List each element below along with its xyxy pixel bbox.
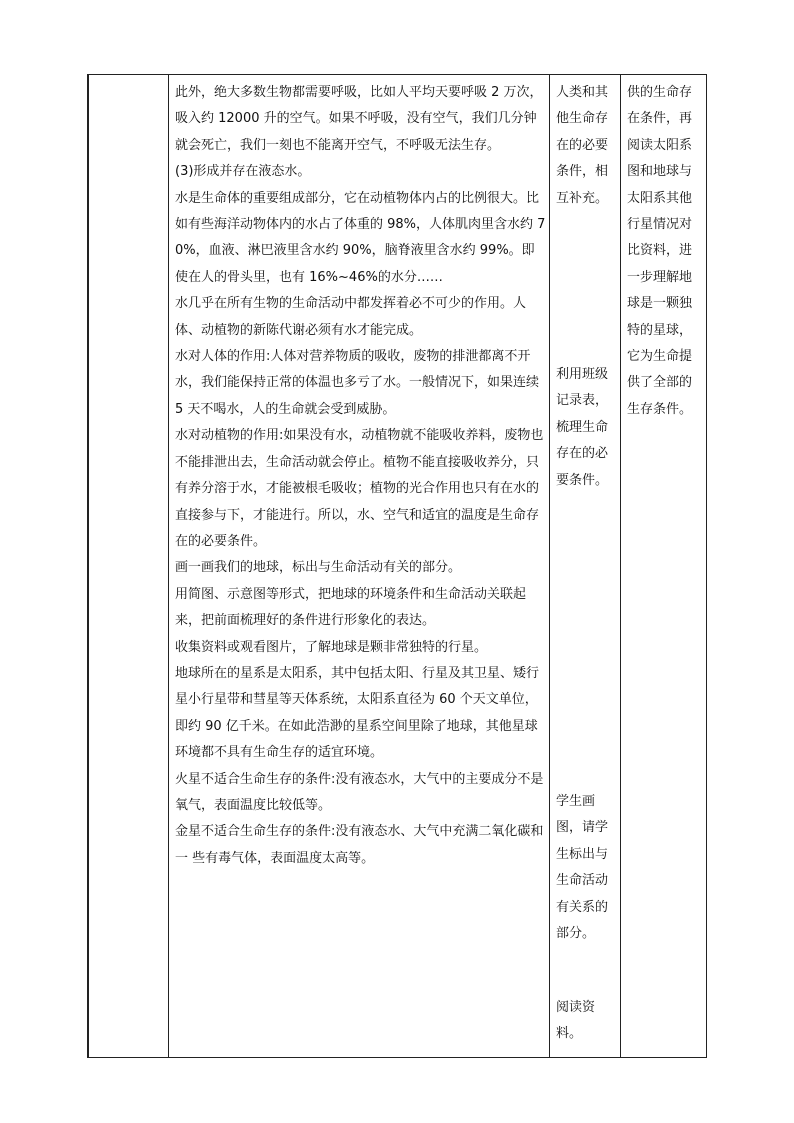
student-activity-4: 阅读资料。 [556, 1000, 596, 1042]
paragraph-solar-system: 地球所在的星系是太阳系，其中包括太阳、行星及其卫星、矮行星小行星带和彗星等天体系统，太阳系直径为 60 个天文单位，即约 90 亿千米。在如此浩渺的星系空间里除了地球，其他星球环境都不具有生命生存的适宜环境。 [175, 665, 540, 761]
paragraph-venus: 金星不适合生命生存的条件:没有液态水、大气中充满二氧化碳和一 些有毒气体，表面温度太高等。 [175, 824, 544, 866]
paragraph-water-plants-animals: 水对动植物的作用:如果没有水，动植物就不能吸收养料，废物也不能排泄出去，生命活动就会停止。植物不能直接吸收养分，只有养分溶于水，才能被根毛吸收；植物的光合作用也只有在水的直接参与下，才能进行。所以，水、空气和适宜的温度是生命存在的必要条件。 [175, 428, 544, 549]
paragraph-air-breathing: 此外，绝大多数生物都需要呼吸，比如人平均天要呼吸 2 万次，吸入约 12000 升的空气。如果不呼吸，没有空气，我们几分钟就会死亡，我们一刻也不能离开空气，不呼吸无法生存。 [175, 85, 543, 153]
paragraph-diagram-method: 用简图、示意图等形式，把地球的环境条件和生命活动关联起来，把前面梳理好的条件进行形象化的表达。 [175, 586, 527, 629]
column-student-activity [549, 75, 621, 1057]
column-teaching-content [168, 75, 550, 1057]
paragraph-water-composition: 水是生命体的重要组成部分，它在动植物体内占的比例很大。比如有些海洋动物体内的水占了体重的 98%，人体肌肉里含水约 70%，血液、淋巴液里含水约 90%，脑脊液里含水约 99%。即使在人的骨头里，也有 16%~46%的水分…… [175, 190, 546, 285]
column-design-intent [620, 75, 707, 1057]
design-intent-text: 供的生命存在条件，再阅读太阳系图和地球与太阳系其他行星情况对比资料，进一步理解地球是一颗独特的星球，它为生命提供了全部的生存条件。 [627, 85, 693, 417]
paragraph-collect-materials: 收集资料或观看图片，了解地球是颗非常独特的行星。 [175, 639, 488, 655]
teaching-content-text [175, 80, 547, 872]
lesson-table [87, 74, 707, 1058]
student-activity-2: 利用班级记录表，梳理生命存在的必要条件。 [556, 367, 609, 488]
paragraph-draw-earth: 画一画我们的地球，标出与生命活动有关的部分。 [175, 560, 462, 576]
paragraph-mars: 火星不适合生命生存的条件:没有液态水，大气中的主要成分不是氧气，表面温度比较低等。 [175, 771, 544, 813]
paragraph-water-human: 水对人体的作用:人体对营养物质的吸收，废物的排泄都离不开水，我们能保持正常的体温也多亏了水。一般情况下，如果连续 5 天不喝水，人的生命就会受到威胁。 [175, 349, 540, 417]
paragraph-water-role: 水几乎在所有生物的生命活动中都发挥着必不可少的作用。人体、动植物的新陈代谢必须有水才能完成。 [175, 296, 527, 338]
column-stage [88, 75, 89, 1057]
student-activity-3: 学生画图，请学生标出与生命活动有关系的部分。 [556, 794, 609, 942]
paragraph-liquid-water-heading: (3)形成并存在液态水。 [175, 164, 311, 180]
student-activity-1: 人类和其他生命存在的必要条件，相互补充。 [556, 85, 609, 206]
